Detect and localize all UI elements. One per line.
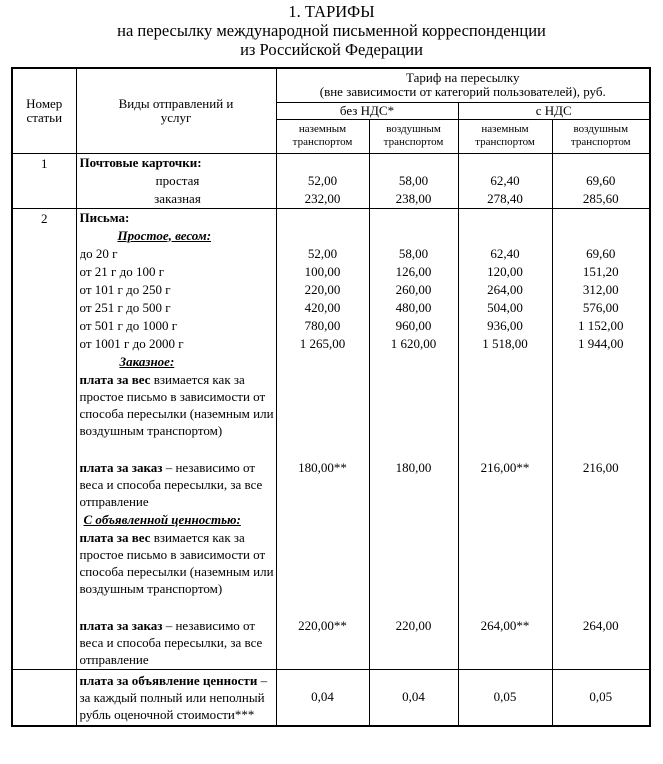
header-ground-2 <box>458 119 552 153</box>
registered-weight-fee <box>80 371 276 459</box>
section-1-number: 1 <box>12 153 76 208</box>
section-1-col-ground-vat <box>458 153 552 208</box>
header-air-2-label: воздушным транспортом <box>570 123 631 148</box>
postcard-simple-label: простая <box>155 172 200 188</box>
section-2-col-air-vat <box>552 208 650 669</box>
header-air-1 <box>369 119 458 153</box>
value-cell: 1 620,00 <box>390 335 437 351</box>
header-number-label: Номер статьи <box>26 95 63 125</box>
value-fee-row <box>12 669 650 726</box>
header-number <box>12 68 76 153</box>
header-with-vat: с НДС <box>458 102 650 119</box>
declared-weight-fee-bold: плата за вес <box>79 529 151 545</box>
value-cell: 278,40 <box>487 190 523 206</box>
registered-order-fee-text: – независимо от веса и способа пересылки, за все отправление <box>79 459 263 509</box>
value-fee-number <box>12 669 76 726</box>
section-2-col-ground-vat <box>458 208 552 669</box>
section-1-title: Почтовые карточки: <box>79 154 202 170</box>
value-cell: 1 944,00 <box>578 335 624 351</box>
value-cell: 576,00 <box>582 299 619 315</box>
value-cell: 62,40 <box>490 245 520 261</box>
value-cell: 0,05 <box>458 669 552 726</box>
value-cell: 58,00 <box>398 172 429 188</box>
value-cell: 62,40 <box>490 172 520 188</box>
header-tariff-line1: Тариф на пересылку <box>406 70 520 86</box>
value-cell: 220,00 <box>304 281 341 297</box>
document-title <box>0 2 663 59</box>
value-cell: 216,00 <box>582 459 619 475</box>
header-ground-1-label: наземным транспортом <box>292 123 353 148</box>
weight-label: от 251 г до 500 г <box>79 299 171 315</box>
section-1-description <box>76 153 276 208</box>
header-without-vat: без НДС* <box>276 102 458 119</box>
value-cell: 0,04 <box>369 669 458 726</box>
simple-heading: Простое, весом: <box>117 227 212 243</box>
value-cell: 1 518,00 <box>482 335 528 351</box>
section-1-col-air-novat <box>369 153 458 208</box>
section-2-description <box>76 208 276 669</box>
value-cell: 100,00 <box>304 263 341 279</box>
value-cell: 69,60 <box>586 245 616 261</box>
registered-heading: Заказное: <box>119 353 175 369</box>
value-cell: 238,00 <box>395 190 432 206</box>
header-type-label: Виды отправлений и услуг <box>118 95 234 125</box>
declared-order-fee <box>80 617 276 669</box>
title-line-1: 1. ТАРИФЫ <box>288 2 375 21</box>
value-cell: 69,60 <box>586 172 616 188</box>
weight-label: от 21 г до 100 г <box>79 263 165 279</box>
section-2-title: Письма: <box>79 209 130 225</box>
header-air-1-label: воздушным транспортом <box>383 123 444 148</box>
value-cell: 220,00** <box>298 617 347 633</box>
value-cell: 780,00 <box>304 317 341 333</box>
header-air-2 <box>552 119 650 153</box>
value-cell: 220,00 <box>395 617 432 633</box>
value-cell: 52,00 <box>307 172 338 188</box>
header-type <box>76 68 276 153</box>
registered-weight-fee-text: взимается как за простое письмо в зависимости от способа пересылки (наземным или воздушным транспортом) <box>79 371 274 438</box>
value-fee-description <box>76 669 276 726</box>
value-fee-text: – за каждый полный или неполный рубль оценочной стоимости*** <box>79 672 268 722</box>
value-cell: 58,00 <box>398 245 429 261</box>
postcard-registered-label: заказная <box>154 190 201 206</box>
header-tariff <box>276 68 650 102</box>
value-cell: 52,00 <box>307 245 338 261</box>
weight-label: до 20 г <box>79 245 118 261</box>
value-cell: 264,00** <box>480 617 530 633</box>
value-cell: 1 265,00 <box>299 335 346 351</box>
value-fee-bold: плата за объявление ценности <box>79 672 258 688</box>
section-1-col-ground-novat <box>276 153 369 208</box>
value-cell: 0,04 <box>276 669 369 726</box>
value-cell: 285,60 <box>582 190 619 206</box>
header-tariff-line2: (вне зависимости от категорий пользователей), руб. <box>319 84 606 100</box>
weight-label: от 1001 г до 2000 г <box>79 335 184 351</box>
value-cell: 1 152,00 <box>578 317 624 333</box>
tariff-table <box>11 67 651 727</box>
section-1-row <box>12 153 650 208</box>
value-cell: 264,00 <box>487 281 523 297</box>
declared-weight-fee-text: взимается как за простое письмо в зависимости от способа пересылки (наземным или воздушным транспортом) <box>79 529 274 596</box>
value-cell: 312,00 <box>582 281 619 297</box>
value-cell: 264,00 <box>582 617 619 633</box>
value-cell: 180,00 <box>395 459 432 475</box>
declared-heading: С объявленной ценностью: <box>83 511 241 527</box>
registered-weight-fee-bold: плата за вес <box>79 371 151 387</box>
declared-weight-fee <box>80 529 276 617</box>
weight-label: от 501 г до 1000 г <box>79 317 178 333</box>
value-cell: 420,00 <box>304 299 341 315</box>
value-cell: 151,20 <box>582 263 619 279</box>
header-ground-2-label: наземным транспортом <box>475 123 535 148</box>
weight-label: от 101 г до 250 г <box>79 281 171 297</box>
section-1-col-air-vat <box>552 153 650 208</box>
declared-order-fee-bold: плата за заказ <box>79 617 163 633</box>
section-2-col-ground-novat <box>276 208 369 669</box>
declared-order-fee-text: – независимо от веса и способа пересылки, за все отправление <box>79 617 263 667</box>
section-2-number: 2 <box>12 208 76 669</box>
registered-order-fee-bold: плата за заказ <box>79 459 163 475</box>
value-cell: 504,00 <box>487 299 523 315</box>
section-2-row <box>12 208 650 669</box>
value-cell: 216,00** <box>480 459 530 475</box>
value-cell: 120,00 <box>487 263 523 279</box>
value-cell: 0,05 <box>552 669 650 726</box>
value-cell: 960,00 <box>395 317 432 333</box>
value-cell: 260,00 <box>395 281 432 297</box>
value-cell: 180,00** <box>298 459 347 475</box>
value-cell: 126,00 <box>395 263 432 279</box>
registered-order-fee <box>80 459 276 511</box>
header-ground-1 <box>276 119 369 153</box>
title-line-3: из Российской Федерации <box>240 40 423 59</box>
value-cell: 480,00 <box>395 299 432 315</box>
section-2-col-air-novat <box>369 208 458 669</box>
value-cell: 232,00 <box>304 190 341 206</box>
title-line-2: на пересылку международной письменной корреспонденции <box>117 21 546 40</box>
value-cell: 936,00 <box>487 317 523 333</box>
